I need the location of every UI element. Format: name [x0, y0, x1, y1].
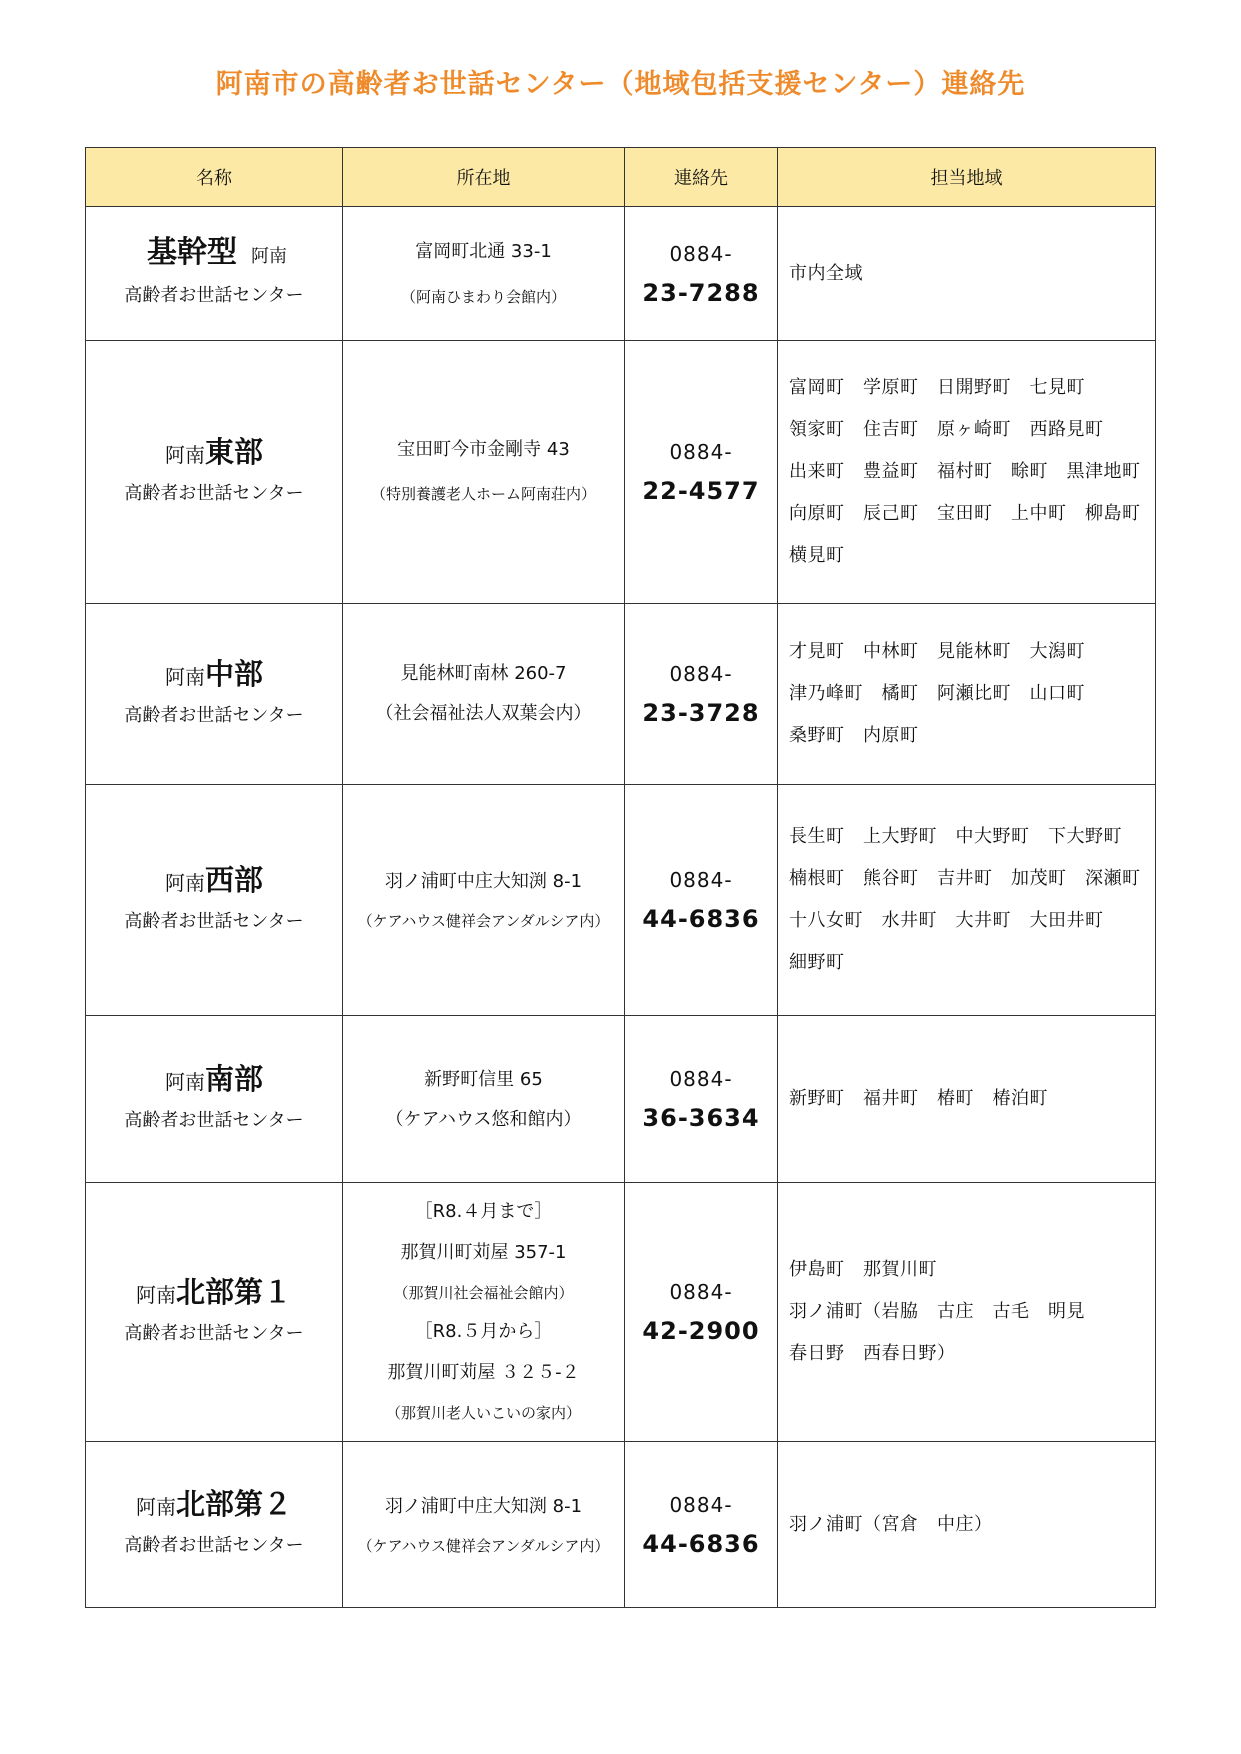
area-line: 領家町 住吉町 原ヶ崎町 西路見町: [789, 419, 1104, 440]
address-note: （那賀川老人いこいの家内）: [385, 1404, 581, 1422]
address-note: （社会福祉法人双葉会内）: [375, 703, 592, 724]
area-line: 十八女町 水井町 大井町 大田井町: [789, 910, 1104, 931]
phone-number: 36-3634: [642, 1104, 760, 1132]
header-area: 担当地域: [778, 148, 1156, 207]
header-address: 所在地: [343, 148, 625, 207]
center-name-prefix: 阿南: [164, 442, 205, 467]
area-cell: [778, 785, 1156, 1016]
table-header-row: [86, 148, 1156, 207]
area-line: 新野町 福井町 椿町 椿泊町: [789, 1088, 1048, 1109]
header-name: 名称: [86, 148, 343, 207]
center-subtitle: 高齢者お世話センター: [124, 284, 304, 306]
table-row: [86, 1183, 1156, 1442]
area-cell: [778, 1442, 1156, 1608]
address-note: （特別養護老人ホーム阿南荘内）: [370, 485, 596, 503]
center-name-cell: [86, 785, 343, 1016]
phone-cell: [625, 1016, 778, 1183]
center-name: 西部: [204, 862, 263, 897]
center-subtitle: 高齢者お世話センター: [124, 1322, 304, 1344]
center-name-prefix: 阿南: [164, 664, 205, 689]
table-row: [86, 604, 1156, 785]
area-line: 出来町 豊益町 福村町 畭町 黒津地町: [789, 461, 1141, 482]
center-subtitle: 高齢者お世話センター: [124, 1535, 304, 1556]
area-line: 長生町 上大野町 中大野町 下大野町: [789, 826, 1122, 847]
address-note: （ケアハウス健祥会アンダルシア内）: [357, 912, 610, 930]
address-cell: [343, 1442, 625, 1608]
phone-number: 44-6836: [642, 905, 760, 933]
phone-cell: [625, 207, 778, 341]
phone-number: 44-6836: [642, 1529, 760, 1558]
address-note: （阿南ひまわり会館内）: [400, 287, 566, 306]
center-name-cell: [86, 207, 343, 341]
address: 見能林町南林 260-7: [400, 663, 567, 684]
address: 羽ノ浦町中庄大知渕 8-1: [384, 871, 583, 892]
table-row: [86, 1016, 1156, 1183]
table-row: [86, 207, 1156, 341]
address-period: ［R8.５月から］: [414, 1321, 553, 1342]
center-name: 北部第２: [175, 1487, 292, 1521]
center-name-cell: [86, 341, 343, 604]
center-name-prefix: 阿南: [164, 1069, 205, 1094]
phone-cell: [625, 604, 778, 785]
address: 富岡町北通 33-1: [415, 240, 552, 262]
center-subtitle: 高齢者お世話センター: [124, 704, 304, 726]
table-row: [86, 341, 1156, 604]
address: 羽ノ浦町中庄大知渕 8-1: [384, 1495, 583, 1517]
phone-cell: [625, 341, 778, 604]
area-line: 春日野 西春日野）: [789, 1343, 956, 1364]
center-subtitle: 高齢者お世話センター: [124, 482, 304, 504]
center-name-cell: [86, 1183, 343, 1442]
phone-area-code: 0884-: [669, 1067, 733, 1091]
area-line: 細野町: [789, 952, 845, 973]
center-name-prefix: 阿南: [135, 1495, 176, 1519]
center-name: 北部第１: [175, 1274, 292, 1309]
area-line: 楠根町 熊谷町 吉井町 加茂町 深瀬町: [789, 868, 1141, 889]
address-note: （ケアハウス悠和館内）: [385, 1109, 582, 1130]
area-cell: [778, 341, 1156, 604]
table-row: [86, 1442, 1156, 1608]
phone-area-code: 0884-: [669, 1280, 733, 1304]
contact-table: [85, 147, 1156, 1608]
center-name: 東部: [204, 434, 263, 469]
address-note: （那賀川社会福祉会館内）: [393, 1284, 574, 1302]
center-subtitle: 高齢者お世話センター: [124, 910, 304, 932]
phone-area-code: 0884-: [669, 440, 733, 464]
phone-area-code: 0884-: [669, 868, 733, 892]
center-subtitle: 高齢者お世話センター: [124, 1109, 304, 1131]
center-name-cell: [86, 604, 343, 785]
area-line: 向原町 辰己町 宝田町 上中町 柳島町: [789, 503, 1141, 524]
area-line: 津乃峰町 橘町 阿瀬比町 山口町: [789, 683, 1085, 704]
phone-number: 23-3728: [642, 699, 760, 727]
area-line: 羽ノ浦町（岩脇 古庄 古毛 明見: [789, 1301, 1085, 1322]
address: 那賀川町苅屋 ３２５-２: [387, 1362, 580, 1383]
area-cell: [778, 207, 1156, 341]
address-cell: [343, 1183, 625, 1442]
center-name: 基幹型: [147, 234, 237, 270]
center-name: 中部: [204, 656, 263, 691]
address-cell: [343, 341, 625, 604]
area-line: 羽ノ浦町（宮倉 中庄）: [789, 1513, 993, 1535]
address-cell: [343, 1016, 625, 1183]
table-row: [86, 785, 1156, 1016]
phone-area-code: 0884-: [669, 662, 733, 686]
address: 宝田町今市金剛寺 43: [397, 439, 570, 460]
address: 那賀川町苅屋 357-1: [400, 1242, 567, 1263]
address-cell: [343, 604, 625, 785]
phone-area-code: 0884-: [669, 241, 733, 266]
area-line: 市内全域: [789, 262, 863, 284]
phone-cell: [625, 1442, 778, 1608]
center-name-cell: [86, 1442, 343, 1608]
center-name-cell: [86, 1016, 343, 1183]
area-cell: [778, 1016, 1156, 1183]
address-cell: [343, 785, 625, 1016]
phone-cell: [625, 785, 778, 1016]
area-line: 横見町: [789, 545, 845, 566]
address: 新野町信里 65: [424, 1069, 543, 1090]
phone-number: 23-7288: [642, 278, 760, 307]
area-line: 桑野町 内原町: [789, 725, 919, 746]
header-phone: 連絡先: [625, 148, 778, 207]
center-name: 南部: [204, 1061, 263, 1096]
address-period: ［R8.４月まで］: [414, 1201, 553, 1222]
phone-cell: [625, 1183, 778, 1442]
phone-number: 22-4577: [642, 477, 760, 505]
area-cell: [778, 604, 1156, 785]
center-name-prefix: 阿南: [135, 1282, 176, 1307]
area-line: 才見町 中林町 見能林町 大潟町: [789, 641, 1085, 662]
page-title: 阿南市の高齢者お世話センター（地域包括支援センター）連絡先: [215, 69, 1026, 100]
phone-area-code: 0884-: [669, 1492, 733, 1517]
phone-number: 42-2900: [642, 1317, 760, 1345]
center-name-prefix: 阿南: [164, 870, 205, 895]
center-name-suffix: 阿南: [251, 245, 287, 267]
area-line: 伊島町 那賀川町: [789, 1259, 937, 1280]
area-line: 富岡町 学原町 日開野町 七見町: [789, 377, 1085, 398]
address-note: （ケアハウス健祥会アンダルシア内）: [357, 1536, 610, 1555]
area-cell: [778, 1183, 1156, 1442]
address-cell: [343, 207, 625, 341]
